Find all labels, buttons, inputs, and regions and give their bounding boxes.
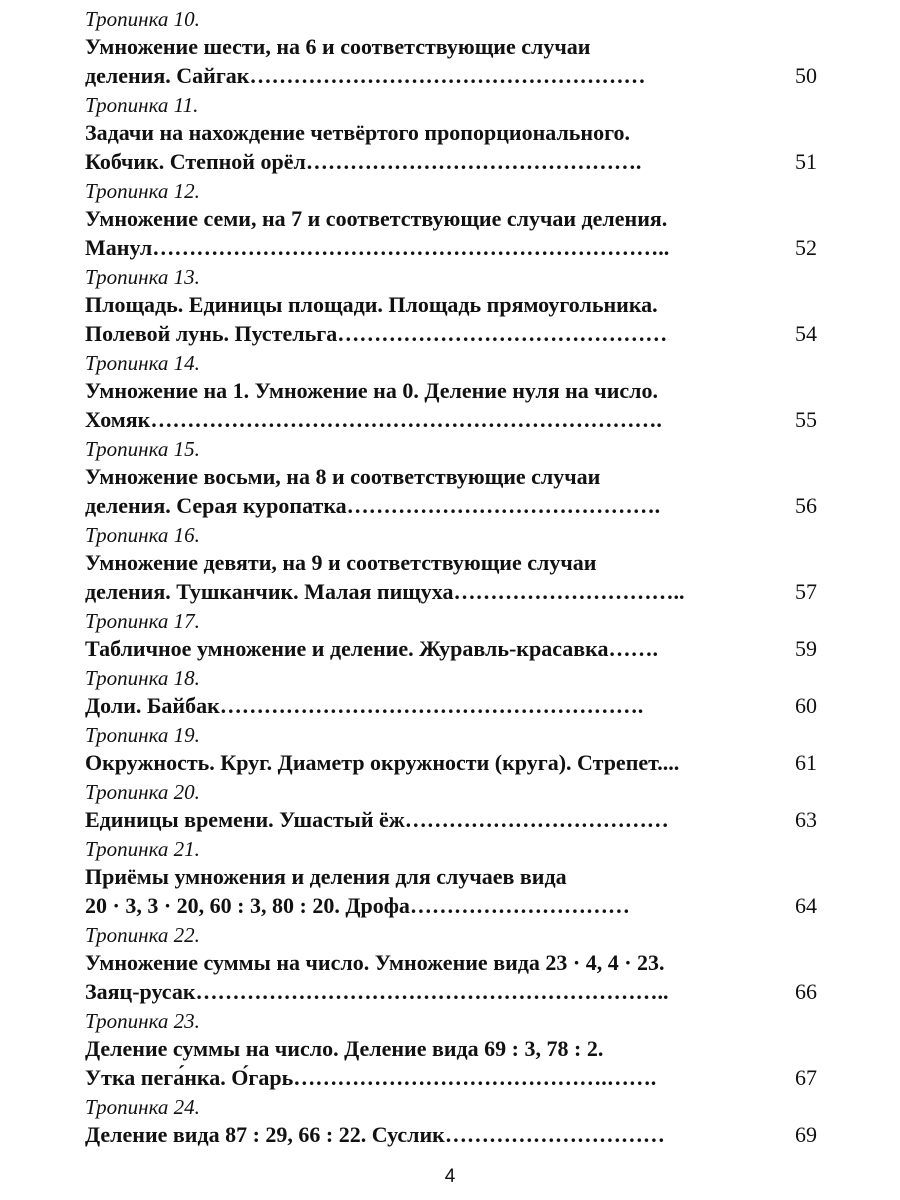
toc-entry-title-line: Хомяк……………………………………………………………. bbox=[85, 407, 662, 432]
toc-entry bbox=[85, 6, 825, 90]
toc-entry-title bbox=[85, 1120, 825, 1149]
toc-entry-title-line: Умножение девяти, на 9 и соответствующие случаи bbox=[85, 550, 597, 575]
toc-entry-title bbox=[85, 862, 825, 920]
toc-entry bbox=[85, 922, 825, 1006]
page-folio-number: 4 bbox=[444, 1166, 456, 1187]
toc-entry bbox=[85, 522, 825, 606]
toc-entry-title-line: Единицы времени. Ушастый ёж……………………………… bbox=[85, 807, 669, 832]
toc-entry-title-line: Площадь. Единицы площади. Площадь прямоугольника. bbox=[85, 292, 658, 317]
toc-entry-title-line: Умножение шести, на 6 и соответствующие случаи bbox=[85, 34, 591, 59]
toc-entry-title-line: Заяц-русак……………………………………………………….. bbox=[85, 979, 669, 1004]
toc-entry-title bbox=[85, 634, 825, 663]
toc-entry bbox=[85, 608, 825, 663]
toc-page-number: 69 bbox=[795, 1122, 817, 1147]
toc-page-number: 52 bbox=[795, 235, 817, 260]
toc-entry bbox=[85, 1008, 825, 1092]
toc-page-number: 64 bbox=[795, 893, 817, 918]
toc-entry bbox=[85, 722, 825, 777]
toc-section-heading: Тропинка 12. bbox=[85, 179, 200, 203]
toc-entry-title-line: Доли. Байбак…………………………………………………. bbox=[85, 693, 644, 718]
toc-section-heading: Тропинка 11. bbox=[85, 93, 199, 117]
toc-section-heading: Тропинка 21. bbox=[85, 837, 200, 861]
toc-entry-title bbox=[85, 805, 825, 834]
toc-page-number: 57 bbox=[795, 579, 817, 604]
toc-entry-title-line: Приёмы умножения и деления для случаев вида bbox=[85, 864, 567, 889]
toc-page-number: 50 bbox=[795, 63, 817, 88]
toc-section-heading: Тропинка 20. bbox=[85, 780, 200, 804]
toc-section-heading: Тропинка 14. bbox=[85, 351, 200, 375]
toc-section-heading: Тропинка 24. bbox=[85, 1095, 200, 1119]
toc-page-number: 67 bbox=[795, 1065, 817, 1090]
toc-section-heading: Тропинка 13. bbox=[85, 265, 200, 289]
toc-entry bbox=[85, 1094, 825, 1149]
toc-page-number: 56 bbox=[795, 493, 817, 518]
toc-section-heading: Тропинка 15. bbox=[85, 437, 200, 461]
toc-entry-title-line: деления. Тушканчик. Малая пищуха………………………….. bbox=[85, 579, 685, 604]
toc-entry-title-line: Табличное умножение и деление. Журавль-красавка……. bbox=[85, 636, 658, 661]
toc-page-number: 54 bbox=[795, 321, 817, 346]
toc-entry bbox=[85, 178, 825, 262]
toc-entry bbox=[85, 665, 825, 720]
toc-entry-title-line: Деление суммы на число. Деление вида 69 : 3, 78 : 2. bbox=[85, 1036, 604, 1061]
toc-section-heading: Тропинка 19. bbox=[85, 723, 200, 747]
toc-section-heading: Тропинка 22. bbox=[85, 923, 200, 947]
toc-entry-title-line: 20 · 3, 3 · 20, 60 : 3, 80 : 20. Дрофа………………………… bbox=[85, 893, 630, 918]
toc-entry-title bbox=[85, 118, 825, 176]
toc-page-number: 60 bbox=[795, 693, 817, 718]
toc-page-number: 61 bbox=[795, 750, 817, 775]
toc-entry-title-line: Умножение восьми, на 8 и соответствующие случаи bbox=[85, 464, 601, 489]
toc-section-heading: Тропинка 16. bbox=[85, 523, 200, 547]
toc-entry bbox=[85, 779, 825, 834]
toc-entry-title bbox=[85, 376, 825, 434]
toc-entry-title bbox=[85, 290, 825, 348]
toc-entry-title-line: Полевой лунь. Пустельга……………………………………… bbox=[85, 321, 668, 346]
toc-entry-title bbox=[85, 1034, 825, 1092]
toc-entry-title-line: Окружность. Круг. Диаметр окружности (круга). Стрепет.... bbox=[85, 750, 680, 775]
toc-entry bbox=[85, 350, 825, 434]
toc-section-heading: Тропинка 18. bbox=[85, 666, 200, 690]
toc-entry-title-line: деления. Серая куропатка……………………………………. bbox=[85, 493, 661, 518]
toc-entry-title-line: деления. Сайгак……………………………………………… bbox=[85, 63, 646, 88]
toc-entry-title bbox=[85, 462, 825, 520]
toc-section-heading: Тропинка 17. bbox=[85, 609, 200, 633]
toc-entry bbox=[85, 92, 825, 176]
toc-entry-title bbox=[85, 691, 825, 720]
toc-entry-title bbox=[85, 204, 825, 262]
toc-page-number: 66 bbox=[795, 979, 817, 1004]
toc-entry-title-line: Задачи на нахождение четвёртого пропорционального. bbox=[85, 120, 631, 145]
toc-entry-title bbox=[85, 748, 825, 777]
toc-entry bbox=[85, 436, 825, 520]
toc-page-number: 63 bbox=[795, 807, 817, 832]
toc-page-number: 51 bbox=[795, 149, 817, 174]
toc-entry-title-line: Умножение суммы на число. Умножение вида 23 · 4, 4 · 23. bbox=[85, 950, 665, 975]
toc-entry-title-line: Утка пега́нка. О́гарь…………………………………….……. bbox=[85, 1065, 657, 1090]
toc-entry-title bbox=[85, 32, 825, 90]
toc-page-number: 59 bbox=[795, 636, 817, 661]
toc-section-heading: Тропинка 23. bbox=[85, 1009, 200, 1033]
toc-page-number: 55 bbox=[795, 407, 817, 432]
toc-entry bbox=[85, 836, 825, 920]
toc-entry-title bbox=[85, 948, 825, 1006]
toc-entry bbox=[85, 264, 825, 348]
toc-section-heading: Тропинка 10. bbox=[85, 7, 200, 31]
toc-entry-title bbox=[85, 548, 825, 606]
toc-entry-title-line: Умножение семи, на 7 и соответствующие случаи деления. bbox=[85, 206, 668, 231]
toc-entry-title-line: Кобчик. Степной орёл………………………………………. bbox=[85, 149, 642, 174]
toc-entry-title-line: Манул…………………………………………………………….. bbox=[85, 235, 670, 260]
toc-entry-title-line: Умножение на 1. Умножение на 0. Деление нуля на число. bbox=[85, 378, 658, 403]
toc-entry-title-line: Деление вида 87 : 29, 66 : 22. Суслик………………………… bbox=[85, 1122, 665, 1147]
